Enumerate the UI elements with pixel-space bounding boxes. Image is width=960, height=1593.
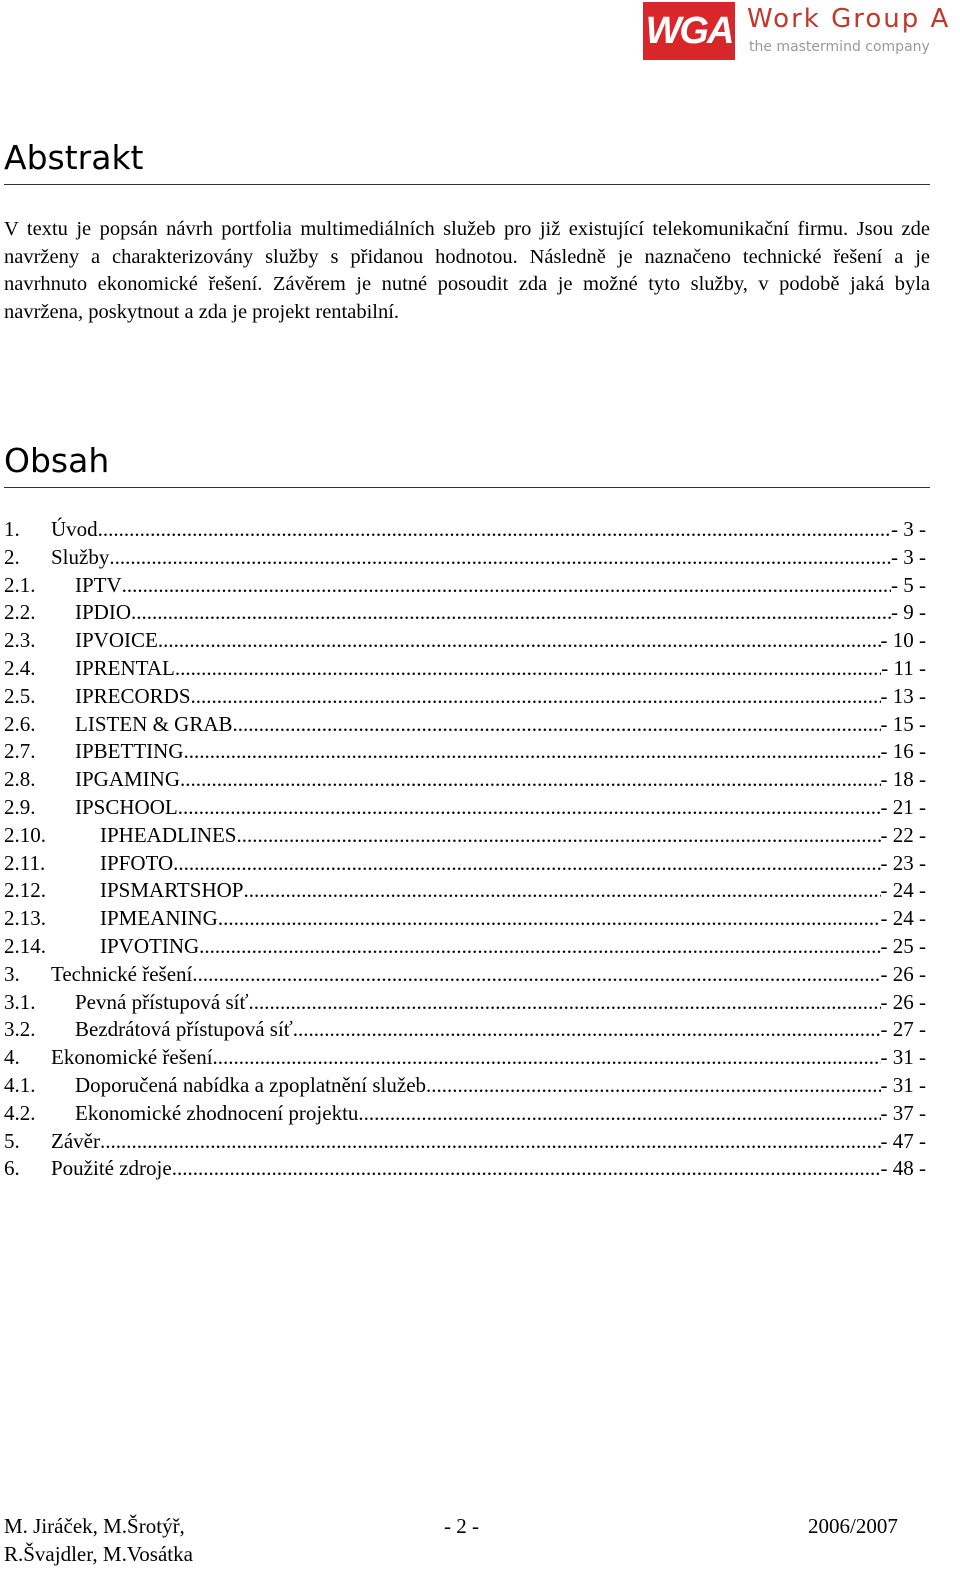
toc-entry-page: - 25 - bbox=[880, 933, 926, 958]
toc-entry-number: 2.1. bbox=[4, 572, 36, 597]
toc-entry-page: - 24 - bbox=[880, 906, 926, 931]
toc-entry[interactable] bbox=[4, 961, 926, 989]
logo-company-name: Work Group A bbox=[747, 4, 951, 34]
toc-entry-title: Použité zdroje bbox=[51, 1156, 172, 1181]
toc-leader-dots bbox=[98, 516, 891, 544]
toc-entry-page: - 21 - bbox=[880, 794, 926, 819]
toc-leader-dots bbox=[213, 1044, 881, 1072]
toc-entry[interactable] bbox=[4, 850, 926, 878]
toc-entry-page: - 47 - bbox=[880, 1128, 926, 1153]
toc-leader-dots bbox=[122, 572, 891, 600]
toc-entry[interactable] bbox=[4, 794, 926, 822]
toc-leader-dots bbox=[192, 961, 880, 989]
toc-entry[interactable] bbox=[4, 822, 926, 850]
toc-entry-number: 2.6. bbox=[4, 711, 36, 736]
toc-entry-page: - 37 - bbox=[880, 1100, 926, 1125]
toc-entry-title: IPSMARTSHOP bbox=[100, 878, 244, 903]
toc-leader-dots bbox=[158, 627, 881, 655]
toc-entry[interactable] bbox=[4, 683, 926, 711]
toc-entry-title: IPVOICE bbox=[75, 628, 158, 653]
toc-entry-page: - 15 - bbox=[880, 711, 926, 736]
toc-entry[interactable] bbox=[4, 711, 926, 739]
toc-entry[interactable] bbox=[4, 627, 926, 655]
logo-mark: WGA bbox=[643, 2, 735, 60]
toc-entry[interactable] bbox=[4, 738, 926, 766]
toc-entry-page: - 48 - bbox=[880, 1156, 926, 1181]
toc-entry-number: 2.10. bbox=[4, 822, 46, 847]
toc-entry-title: Ekonomické zhodnocení projektu bbox=[75, 1100, 359, 1125]
toc-entry-title: IPDIO bbox=[75, 600, 131, 625]
toc-entry-number: 2.9. bbox=[4, 794, 36, 819]
toc-entry[interactable] bbox=[4, 933, 926, 961]
toc-entry-number: 2.7. bbox=[4, 739, 36, 764]
toc-leader-dots bbox=[180, 766, 881, 794]
toc-entry-number: 2.13. bbox=[4, 906, 46, 931]
toc-entry-page: - 11 - bbox=[881, 655, 926, 680]
toc-entry[interactable] bbox=[4, 766, 926, 794]
toc-entry-page: - 31 - bbox=[880, 1072, 926, 1097]
toc-entry-page: - 10 - bbox=[880, 628, 926, 653]
toc-entry[interactable] bbox=[4, 599, 926, 627]
footer-authors-line-1: M. Jiráček, M.Šrotýř, bbox=[4, 1514, 185, 1538]
toc-entry-title: IPGAMING bbox=[75, 767, 180, 792]
toc-entry-page: - 31 - bbox=[880, 1045, 926, 1070]
toc-entry-number: 4.1. bbox=[4, 1072, 36, 1097]
toc-entry[interactable] bbox=[4, 1072, 926, 1100]
toc-entry-number: 2.2. bbox=[4, 600, 36, 625]
toc-entry-title: IPBETTING bbox=[75, 739, 184, 764]
table-of-contents bbox=[4, 516, 926, 1183]
toc-leader-dots bbox=[199, 933, 880, 961]
toc-entry-page: - 18 - bbox=[880, 767, 926, 792]
toc-entry-title: Ekonomické řešení bbox=[51, 1045, 213, 1070]
toc-entry-page: - 9 - bbox=[891, 600, 926, 625]
toc-entry-page: - 5 - bbox=[891, 572, 926, 597]
toc-entry[interactable] bbox=[4, 516, 926, 544]
toc-entry-title: IPVOTING bbox=[100, 933, 200, 958]
footer-year: 2006/2007 bbox=[808, 1514, 898, 1538]
toc-entry-title: Technické řešení bbox=[51, 961, 193, 986]
toc-entry-page: - 13 - bbox=[880, 683, 926, 708]
toc-leader-dots bbox=[109, 544, 891, 572]
footer-page-number: - 2 - bbox=[444, 1514, 479, 1538]
toc-entry-page: - 23 - bbox=[880, 850, 926, 875]
toc-entry[interactable] bbox=[4, 1044, 926, 1072]
toc-leader-dots bbox=[293, 1016, 881, 1044]
toc-entry-number: 4. bbox=[4, 1045, 20, 1070]
toc-entry[interactable] bbox=[4, 544, 926, 572]
toc-entry[interactable] bbox=[4, 905, 926, 933]
footer-authors-line-2: R.Švajdler, M.Vosátka bbox=[4, 1542, 193, 1566]
toc-leader-dots bbox=[237, 822, 881, 850]
toc-entry[interactable] bbox=[4, 1100, 926, 1128]
toc-leader-dots bbox=[218, 905, 881, 933]
toc-entry-number: 2.3. bbox=[4, 628, 36, 653]
toc-leader-dots bbox=[175, 655, 881, 683]
toc-leader-dots bbox=[243, 877, 880, 905]
toc-entry-title: IPRENTAL bbox=[75, 655, 175, 680]
toc-entry-number: 6. bbox=[4, 1156, 20, 1181]
toc-entry-title: Bezdrátová přístupová síť bbox=[75, 1017, 293, 1042]
toc-leader-dots bbox=[178, 794, 881, 822]
toc-entry[interactable] bbox=[4, 1155, 926, 1183]
toc-entry-number: 2. bbox=[4, 544, 20, 569]
toc-entry-page: - 3 - bbox=[891, 544, 926, 569]
toc-entry-title: IPSCHOOL bbox=[75, 794, 178, 819]
toc-entry-title: IPFOTO bbox=[100, 850, 174, 875]
toc-entry-number: 2.8. bbox=[4, 767, 36, 792]
toc-entry[interactable] bbox=[4, 572, 926, 600]
toc-entry-number: 4.2. bbox=[4, 1100, 36, 1125]
toc-entry-title: IPRECORDS bbox=[75, 683, 191, 708]
toc-heading: Obsah bbox=[4, 441, 930, 488]
toc-entry-title: Pevná přístupová síť bbox=[75, 989, 249, 1014]
toc-entry-title: IPMEANING bbox=[100, 906, 218, 931]
toc-entry-page: - 22 - bbox=[880, 822, 926, 847]
toc-entry-title: Závěr bbox=[51, 1128, 100, 1153]
toc-entry-title: Doporučená nabídka a zpoplatnění služeb bbox=[75, 1072, 427, 1097]
toc-entry[interactable] bbox=[4, 989, 926, 1017]
toc-entry-number: 2.4. bbox=[4, 655, 36, 680]
toc-entry-page: - 24 - bbox=[880, 878, 926, 903]
toc-entry-title: IPTV bbox=[75, 572, 122, 597]
toc-entry-page: - 26 - bbox=[880, 961, 926, 986]
toc-entry-number: 5. bbox=[4, 1128, 20, 1153]
toc-entry-number: 3.2. bbox=[4, 1017, 36, 1042]
toc-leader-dots bbox=[191, 683, 881, 711]
abstract-paragraph: V textu je popsán návrh portfolia multimediálních služeb pro již existující telekomunikační firmu. Jsou zde navrženy a charakterizovány služby s přidanou hodnotou. Následně je naznačeno technické řešení a je navrhnuto ekonomické řešení. Závěrem je nutné posoudit zda je možné tyto služby, v podobě jaká byla navržena, poskytnout a zda je projekt rentabilní. bbox=[4, 218, 930, 323]
toc-entry-page: - 27 - bbox=[880, 1017, 926, 1042]
abstract-heading: Abstrakt bbox=[4, 138, 930, 185]
toc-entry[interactable] bbox=[4, 1016, 926, 1044]
toc-entry-page: - 3 - bbox=[891, 517, 926, 541]
toc-entry-number: 1. bbox=[4, 517, 20, 541]
toc-leader-dots bbox=[426, 1072, 880, 1100]
toc-entry-number: 3.1. bbox=[4, 989, 36, 1014]
logo-tagline: the mastermind company bbox=[749, 39, 930, 55]
toc-entry-page: - 26 - bbox=[880, 989, 926, 1014]
toc-leader-dots bbox=[173, 850, 880, 878]
toc-leader-dots bbox=[233, 711, 881, 739]
toc-leader-dots bbox=[172, 1155, 881, 1183]
toc-entry-number: 3. bbox=[4, 961, 20, 986]
toc-leader-dots bbox=[131, 599, 891, 627]
footer-authors bbox=[4, 1512, 193, 1568]
toc-entry-number: 2.12. bbox=[4, 878, 46, 903]
company-logo bbox=[643, 2, 955, 62]
toc-leader-dots bbox=[184, 738, 881, 766]
toc-leader-dots bbox=[100, 1128, 881, 1156]
toc-leader-dots bbox=[248, 989, 880, 1017]
toc-leader-dots bbox=[358, 1100, 880, 1128]
toc-entry-title: Služby bbox=[51, 544, 110, 569]
toc-entry[interactable] bbox=[4, 1128, 926, 1156]
toc-entry-page: - 16 - bbox=[880, 739, 926, 764]
toc-entry[interactable] bbox=[4, 655, 926, 683]
toc-entry-number: 2.14. bbox=[4, 933, 46, 958]
toc-entry-title: IPHEADLINES bbox=[100, 822, 237, 847]
toc-entry-number: 2.5. bbox=[4, 683, 36, 708]
toc-entry-title: Úvod bbox=[51, 517, 98, 541]
toc-entry-number: 2.11. bbox=[4, 850, 46, 875]
toc-entry[interactable] bbox=[4, 877, 926, 905]
toc-entry-title: LISTEN & GRAB bbox=[75, 711, 233, 736]
